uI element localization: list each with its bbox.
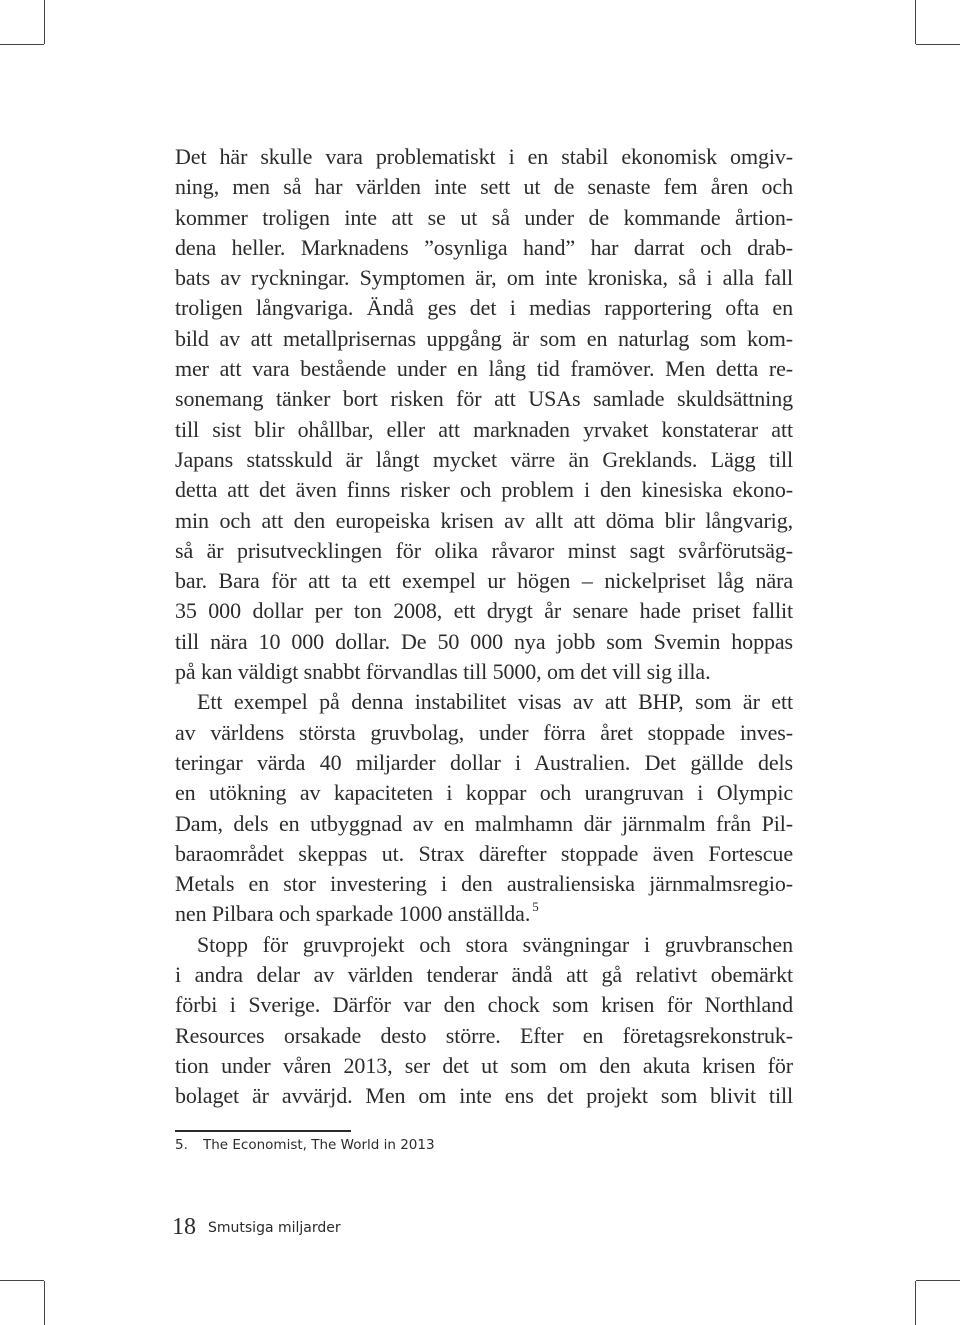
footnote — [175, 1137, 435, 1153]
text-line: ning, men så har världen inte sett ut de senaste fem åren och — [175, 174, 793, 200]
crop-mark-top-left-horizontal — [0, 44, 44, 45]
footnote-reference[interactable]: 5 — [532, 899, 539, 915]
crop-mark-bottom-left-horizontal — [0, 1280, 44, 1281]
text-line: detta att det även finns risker och problem i den kinesiska ekono- — [175, 477, 793, 503]
crop-mark-bottom-right-horizontal — [916, 1280, 960, 1281]
text-line: teringar värda 40 miljarder dollar i Australien. Det gällde dels — [175, 749, 793, 775]
text-line: bar. Bara för att ta ett exempel ur högen – nickelpriset låg nära — [175, 568, 793, 594]
text-line: mer att vara bestående under en lång tid framöver. Men detta re- — [175, 356, 793, 382]
text-line: i andra delar av världen tenderar ändå att gå relativt obemärkt — [175, 962, 793, 988]
text-line: Metals en stor investering i den australiensiska järnmalmsregio- — [175, 871, 793, 897]
crop-mark-top-left-vertical — [44, 0, 45, 44]
footnote-number: 5. — [175, 1137, 188, 1153]
text-line: kommer troligen inte att se ut så under de kommande årtion- — [175, 204, 793, 230]
text-line: sonemang tänker bort risken för att USAs samlade skuldsättning — [175, 386, 793, 412]
text-line: bild av att metallprisernas uppgång är som en naturlag som kom- — [175, 325, 793, 351]
page-number: 18 — [172, 1214, 196, 1240]
text-line: min och att den europeiska krisen av allt att döma blir långvarig, — [175, 507, 793, 533]
text-line: Ett exempel på denna instabilitet visas av att BHP, som är ett — [197, 689, 793, 715]
running-title: Smutsiga miljarder — [208, 1220, 341, 1236]
text-line: Resources orsakade desto större. Efter en företagsrekonstruk- — [175, 1022, 793, 1048]
text-line: Japans statsskuld är långt mycket värre än Greklands. Lägg till — [175, 446, 793, 472]
text-line: troligen långvariga. Ändå ges det i medias rapportering ofta en — [175, 295, 793, 321]
text-line: förbi i Sverige. Därför var den chock som krisen för Northland — [175, 992, 793, 1018]
text-line: Det här skulle vara problematiskt i en stabil ekonomisk omgiv- — [175, 144, 793, 169]
footnote-text: The Economist, The World in 2013 — [203, 1137, 435, 1153]
text-line: Dam, dels en utbyggnad av en malmhamn där järnmalm från Pil- — [175, 810, 793, 836]
text-line: på kan väldigt snabbt förvandlas till 5000, om det vill sig illa. — [175, 659, 711, 685]
crop-mark-bottom-right-vertical — [915, 1281, 916, 1325]
text-line: till nära 10 000 dollar. De 50 000 nya jobb som Svemin hoppas — [175, 628, 793, 654]
crop-mark-top-right-horizontal — [916, 44, 960, 45]
text-line — [175, 899, 793, 929]
crop-mark-top-right-vertical — [915, 0, 916, 44]
text-line: bolaget är avvärjd. Men om inte ens det projekt som blivit till — [175, 1083, 793, 1109]
text-line: baraområdet skeppas ut. Strax därefter stoppade även Fortescue — [175, 840, 793, 866]
text-line: 35 000 dollar per ton 2008, ett drygt år senare hade priset fallit — [175, 598, 793, 624]
text-line: Stopp för gruvprojekt och stora svängningar i gruvbranschen — [197, 931, 793, 957]
text-line: bats av ryckningar. Symptomen är, om inte kroniska, så i alla fall — [175, 265, 793, 291]
text-line: tion under våren 2013, ser det ut som om den akuta krisen för — [175, 1052, 793, 1078]
text-line: dena heller. Marknadens ”osynliga hand” har darrat och drab- — [175, 234, 793, 260]
text-line: så är prisutvecklingen för olika råvaror minst sagt svårförutsäg- — [175, 537, 793, 563]
text-line: av världens största gruvbolag, under förra året stoppade inves- — [175, 719, 793, 745]
text-line: till sist blir ohållbar, eller att marknaden yrvaket konstaterar att — [175, 416, 793, 442]
text-line: en utökning av kapaciteten i koppar och urangruvan i Olympic — [175, 780, 793, 806]
footnote-divider — [175, 1130, 351, 1132]
crop-mark-bottom-left-vertical — [44, 1281, 45, 1325]
page-footer — [172, 1214, 341, 1241]
text-line-content: nen Pilbara och sparkade 1000 anställda. — [175, 901, 531, 927]
body-text — [175, 142, 793, 1112]
